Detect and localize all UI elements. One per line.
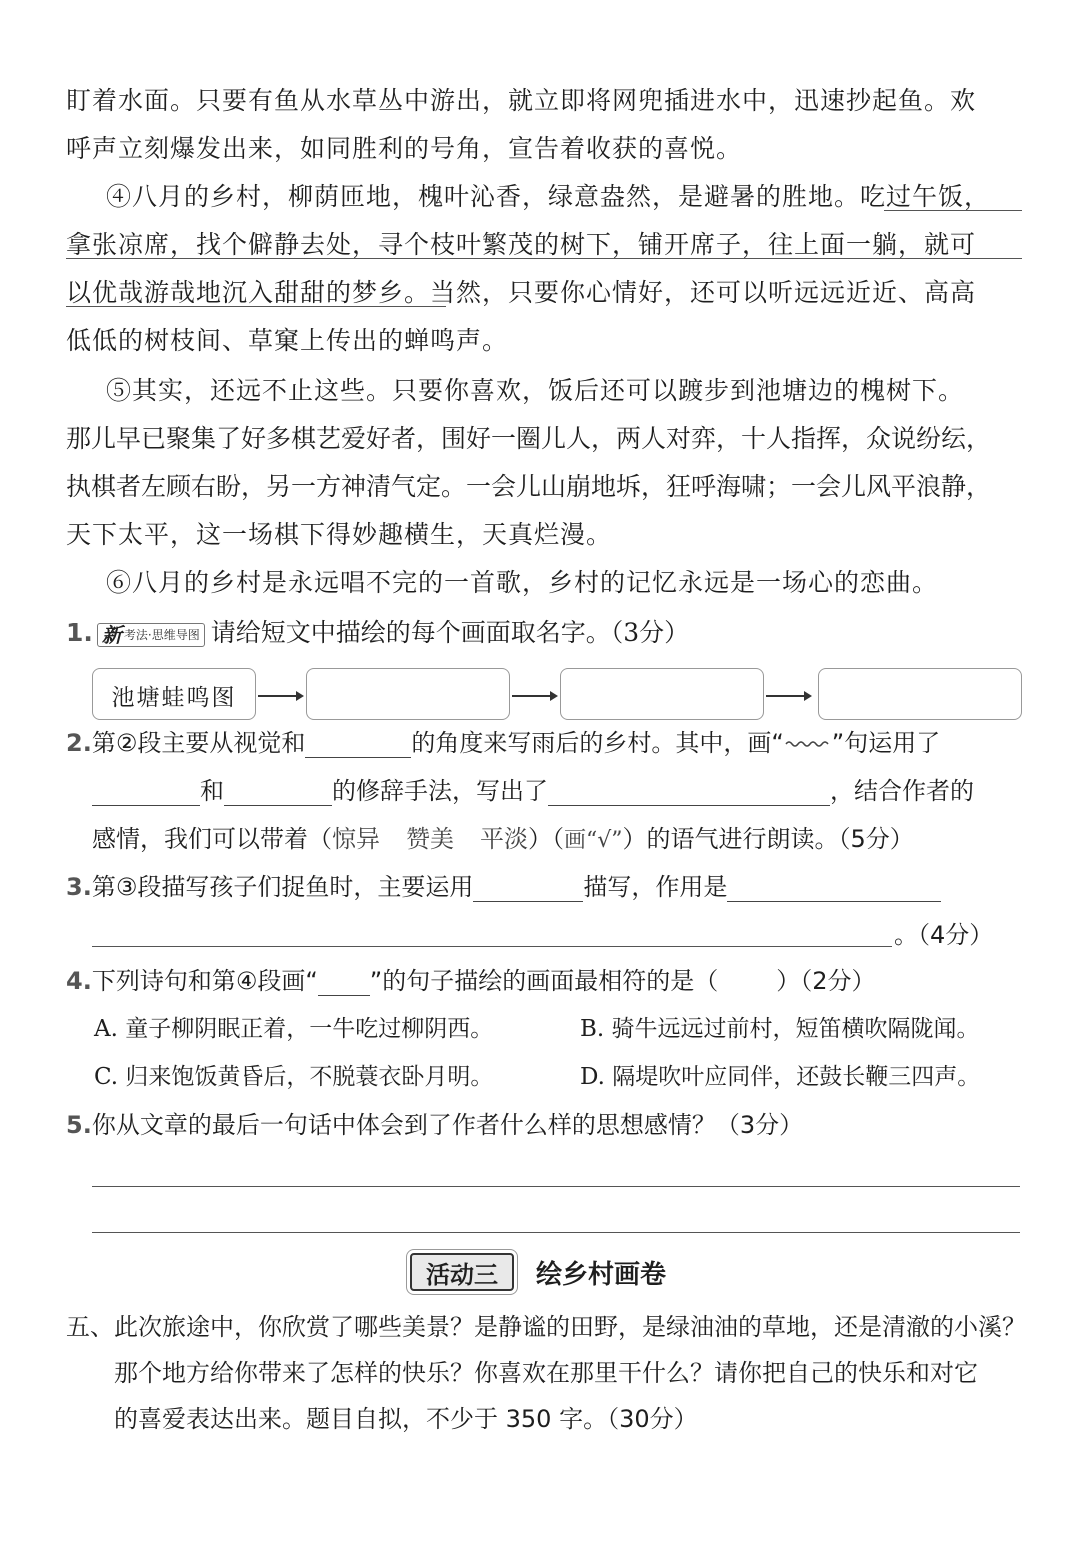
question-1-text: 请给短文中描绘的每个画面取名字。（3分） [210,618,690,647]
q4-option-c[interactable]: C. 归来饱饭黄昏后，不脱蓑衣卧月明。 [94,1064,494,1090]
q5-answer-line-2[interactable] [92,1232,1020,1233]
p4-underline-3 [66,306,446,307]
q2-option-plain[interactable]: 平淡 [480,825,528,853]
q2-text-a: 第②段主要从视觉和 [91,729,306,757]
q4-option-b[interactable]: B. 骑牛远远过前村，短笛横吹隔陇闻。 [580,1016,980,1042]
new-exam-type-badge [97,623,205,647]
passage-p4-line-2: 拿张凉席，找个僻静去处，寻个枝叶繁茂的树下，铺开席子，往上面一躺，就可 [66,230,977,259]
q2-blank-content[interactable] [548,779,830,806]
q2-option-praise[interactable]: 赞美 [406,825,454,853]
question-2-line-1 [66,728,940,758]
question-3-line-1 [66,872,941,902]
arrow-right-icon [258,690,304,702]
p4-underline-2 [66,258,1022,259]
activity-tag: 活动三 [410,1253,514,1291]
mindmap-box-4[interactable] [818,668,1022,720]
passage-p4-line-4: 低低的树枝间、草窠上传出的蝉鸣声。 [66,326,509,355]
passage-p5-line-1: ⑤其实，还远不止这些。只要你喜欢，饭后还可以踱步到池塘边的槐树下。 [106,376,965,405]
q3-text-b: 描写，作用是 [583,873,728,901]
q2-blank-rhetoric-1[interactable] [92,779,200,806]
q2-text-i: ）的语气进行朗读。（5分） [622,825,914,853]
question-3-number: 3. [66,873,92,901]
section-5-line-3: 的喜爱表达出来。题目自拟，不少于 350 字。（30分） [114,1405,698,1433]
q3-answer-line[interactable] [92,946,892,947]
p4-plain-text-2: 当然，只要你心情好，还可以听远远近近、高高 [430,278,977,307]
mindmap-box-1 [92,668,256,720]
mindmap-box-2[interactable] [306,668,510,720]
question-1-number: 1. [66,618,93,647]
question-1 [66,618,689,648]
q4-option-d[interactable]: D. 隔堤吹叶应同伴，还鼓长鞭三四声。 [580,1064,981,1090]
q2-hint: 画“√” [564,828,623,853]
q4-text-c: ）（2分） [776,967,876,995]
arrow-right-icon [512,690,558,702]
q2-text-g: 感情，我们可以带着（ [92,825,332,853]
passage-p6: ⑥八月的乡村是永远唱不完的一首歌，乡村的记忆永远是一场心的恋曲。 [106,568,939,597]
question-4 [66,966,876,996]
question-2-line-3 [92,824,914,856]
section-5-line-2: 那个地方给你带来了怎样的快乐？你喜欢在那里干什么？请你把自己的快乐和对它 [114,1359,978,1387]
section-5-line-1: 五、此次旅途中，你欣赏了哪些美景？是静谧的田野，是绿油油的草地，还是清澈的小溪？ [66,1313,1026,1341]
wavy-underline-icon [784,739,832,749]
q2-text-b: 的角度来写雨后的乡村。其中，画“ [411,729,784,757]
p4-underlined-sentence-start: 吃过午饭， [860,182,991,211]
q2-option-surprise[interactable]: 惊异 [332,825,380,853]
q2-text-d: 和 [200,777,224,805]
mindmap-box-1-label: 池塘蛙鸣图 [111,685,237,711]
q2-blank-rhetoric-2[interactable] [224,779,332,806]
q3-points: 。（4分） [894,921,994,949]
badge-new-label: 新 [101,622,122,647]
q4-text-b: ”的句子描绘的画面最相符的是（ [369,967,719,995]
activity-title: 绘乡村画卷 [536,1259,667,1290]
passage-p4-line-3 [66,278,976,308]
q3-text-a: 第③段描写孩子们捉鱼时，主要运用 [91,873,474,901]
arrow-right-icon [766,690,812,702]
q2-blank-sense[interactable] [305,731,411,758]
p4-plain-text: ④八月的乡村，柳荫匝地，槐叶沁香，绿意盎然，是避暑的胜地。 [106,182,861,211]
q3-blank-effect[interactable] [727,875,941,902]
question-2-line-2 [92,776,974,806]
question-4-number: 4. [66,967,92,995]
passage-p5-line-2: 那儿早已聚集了好多棋艺爱好者，围好一圈儿人，两人对弈，十人指挥，众说纷纭， [66,424,992,453]
q5-text: 你从文章的最后一句话中体会到了作者什么样的思想感情？（3分） [91,1111,804,1139]
q5-answer-line-1[interactable] [92,1186,1020,1187]
question-5 [66,1110,803,1140]
passage-p3-line-2: 呼声立刻爆发出来，如同胜利的号角，宣告着收获的喜悦。 [66,134,743,163]
q2-text-c: ”句运用了 [831,729,941,757]
question-2-number: 2. [66,729,92,757]
q4-option-a[interactable]: A. 童子柳阴眠正着，一牛吃过柳阴西。 [94,1016,494,1042]
p4-underlined-sentence-end: 以优哉游哉地沉入甜甜的梦乡。 [66,278,431,307]
passage-p4-line-1 [106,182,990,212]
question-5-number: 5. [66,1111,92,1139]
q2-text-f: ，结合作者的 [830,777,974,805]
q2-text-e: 的修辞手法，写出了 [332,777,548,805]
badge-type-label: 考法·思维导图 [123,627,200,642]
q3-blank-method[interactable] [473,875,583,902]
q4-text-a: 下列诗句和第④段画“ [91,967,318,995]
passage-p5-line-3: 执棋者左顾右盼，另一方神清气定。一会儿山崩地坼，狂呼海啸；一会儿风平浪静， [66,472,992,501]
q4-underline-mark [318,969,370,996]
passage-p5-line-4: 天下太平，这一场棋下得妙趣横生，天真烂漫。 [66,520,613,549]
mindmap-box-3[interactable] [560,668,764,720]
activity-header [410,1252,666,1292]
q2-text-h: ）（ [528,825,564,853]
passage-p3-line-1: 盯着水面。只要有鱼从水草丛中游出，就立即将网兜插进水中，迅速抄起鱼。欢 [66,86,977,115]
p4-underline-1 [884,210,1022,211]
